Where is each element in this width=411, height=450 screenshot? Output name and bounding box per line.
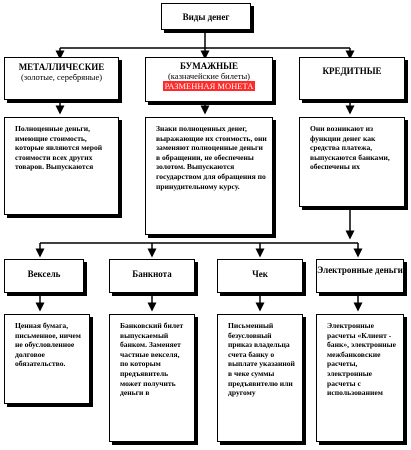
desc-bill bbox=[4, 314, 90, 404]
node-paper bbox=[145, 57, 273, 102]
desc-bill-text: Ценная бумага, письменное, ничем не обусловленное долговое обязательство. bbox=[15, 321, 81, 369]
emoney-title: Электронные деньги bbox=[317, 265, 403, 275]
node-banknote bbox=[109, 259, 195, 293]
desc-metallic-text: Полноценные деньги, имеющие стоимость, которые являются мерой стоимости всех других товаров. Выпускаются bbox=[15, 124, 103, 172]
desc-banknote-text: Банковский билет выпускаемый банком. Заменяет частные векселя, по которым предъявитель может получить деньги в bbox=[120, 321, 184, 398]
desc-banknote bbox=[109, 314, 195, 442]
node-metallic bbox=[4, 57, 119, 100]
desc-paper-text: Знаки полноценных денег, выражающие их стоимость, они заменяют полноценные деньги в обращении, не обеспечены золотом. Выпускаются государством для обращения по принудительному курсу. bbox=[156, 124, 267, 191]
desc-credit bbox=[299, 117, 405, 207]
node-credit bbox=[299, 57, 405, 100]
desc-metallic bbox=[4, 117, 119, 215]
desc-credit-text: Они возникают из функции денег как средства платежа, выпускаются банками, обеспечены их bbox=[310, 124, 390, 172]
desc-cheque-text: Письменный безусловный приказ владельца счета банку о выплате указанной в чеке суммы предъявителю или другому bbox=[228, 321, 295, 398]
paper-highlight: РАЗМЕННАЯ МОНЕТА bbox=[164, 81, 254, 91]
desc-emoney-text: Электронные расчеты «Клиент - банк», электронные межбанковские расчеты, электронные расчеты с использованием bbox=[327, 321, 396, 398]
root-label: Виды денег bbox=[182, 12, 230, 22]
node-cheque bbox=[217, 259, 303, 293]
paper-subtitle: (казначейские билеты) bbox=[167, 71, 251, 81]
cheque-title: Чек bbox=[252, 269, 268, 279]
metallic-subtitle: (золотые, серебряные) bbox=[20, 72, 103, 82]
bill-title: Вексель bbox=[27, 269, 61, 279]
credit-title: КРЕДИТНЫЕ bbox=[322, 66, 382, 76]
desc-emoney bbox=[316, 314, 404, 442]
root-node bbox=[161, 3, 251, 30]
desc-cheque bbox=[217, 314, 303, 442]
paper-title: БУМАЖНЫЕ bbox=[180, 61, 238, 71]
banknote-title: Банкнота bbox=[132, 269, 172, 279]
metallic-title: МЕТАЛЛИЧЕСКИЕ bbox=[18, 62, 105, 72]
node-emoney bbox=[316, 259, 404, 293]
desc-paper bbox=[145, 117, 273, 235]
node-bill bbox=[4, 259, 84, 293]
